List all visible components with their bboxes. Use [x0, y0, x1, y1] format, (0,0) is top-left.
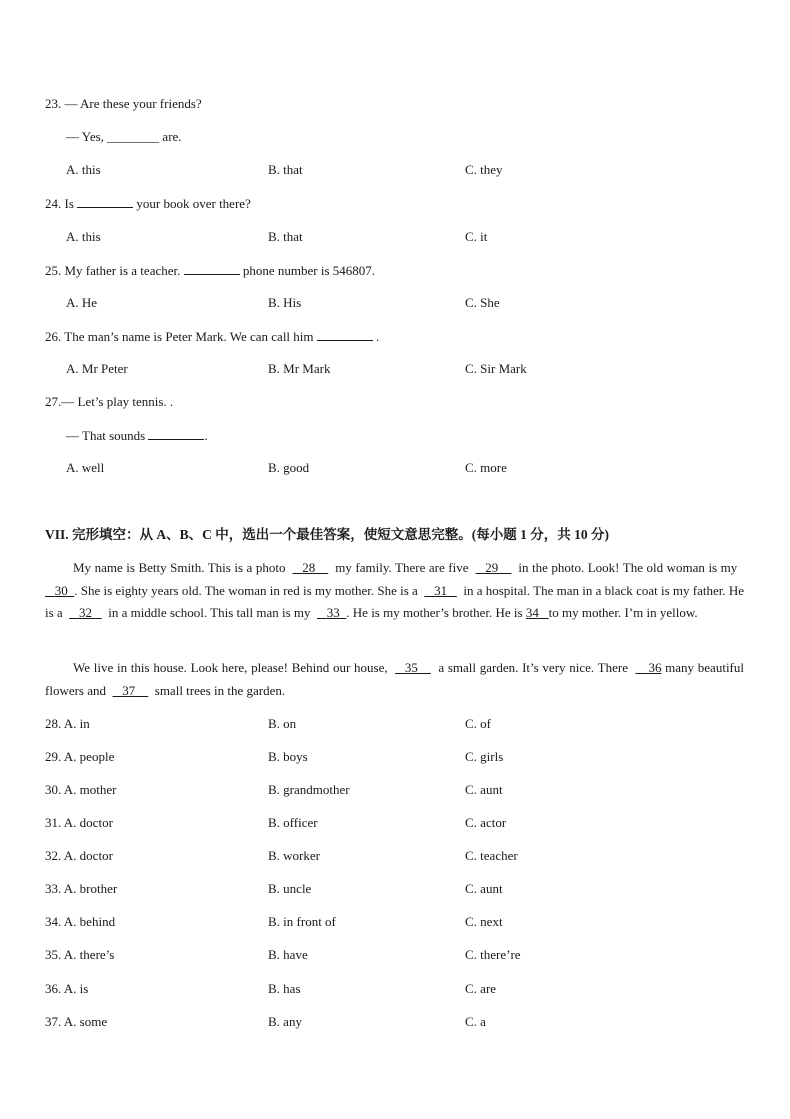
passage-text: My name is Betty Smith. This is a photo [73, 560, 286, 575]
option-b[interactable]: B. in front of [268, 914, 336, 929]
cloze-question-31: 31. A. doctor [45, 815, 113, 830]
option-b[interactable]: B. uncle [268, 881, 312, 896]
cloze-question-35: 35. A. there’s [45, 947, 115, 962]
cloze-blank-29[interactable]: 29 [485, 560, 499, 575]
passage-text: my family. There are five [335, 560, 469, 575]
passage-text: in a middle school. This tall man is my [108, 605, 311, 620]
question-number: 27. [45, 394, 62, 409]
option-c[interactable]: C. aunt [465, 881, 503, 896]
question-23-stem [45, 96, 202, 112]
option-b[interactable]: B. officer [268, 815, 318, 830]
section-heading: VII. 完形填空：从 A、B、C 中，选出一个最佳答案，使短文意思完整。(每小题 1 分，共 10 分) [45, 527, 609, 542]
option-a[interactable]: A. this [66, 229, 101, 244]
passage-text: . She is eighty years old. The woman in red is my mother. She is a [74, 582, 418, 598]
question-text: phone number is 546807. [242, 263, 376, 278]
cloze-blank-34[interactable]: 34 [525, 605, 539, 620]
cloze-blank-28[interactable]: 28 [302, 560, 316, 575]
option-b[interactable]: B. any [268, 1014, 302, 1029]
cloze-blank-32[interactable]: 32 [78, 605, 92, 620]
answer-blank[interactable] [317, 328, 373, 341]
passage-text: a small garden. It’s very nice. There [438, 660, 628, 675]
option-a[interactable]: A. in [63, 716, 90, 731]
passage-text: We live in this house. Look here, please! Behind our house, [73, 660, 388, 675]
option-c[interactable]: C. there’re [465, 947, 521, 962]
option-c[interactable]: C. are [465, 981, 497, 996]
answer-blank[interactable] [77, 195, 133, 208]
cloze-question-36: 36. A. is [45, 981, 89, 996]
passage-text: . He is my mother’s brother. He is [346, 605, 523, 620]
question-26-stem [45, 328, 379, 345]
option-c[interactable]: C. She [465, 295, 500, 310]
question-text: Is [64, 196, 74, 211]
option-a[interactable]: A. people [63, 749, 115, 764]
cloze-blank-37[interactable]: 37 [122, 682, 136, 698]
answer-blank[interactable] [184, 262, 240, 275]
option-c[interactable]: C. aunt [465, 782, 503, 797]
option-a[interactable]: A. doctor [63, 815, 113, 830]
option-a[interactable]: A. brother [63, 881, 118, 896]
option-a[interactable]: A. Mr Peter [66, 361, 128, 376]
option-c[interactable]: C. Sir Mark [465, 361, 527, 376]
cloze-question-33: 33. A. brother [45, 881, 118, 896]
question-number: 24. [45, 196, 62, 211]
option-a[interactable]: A. mother [63, 782, 117, 797]
option-c[interactable]: C. a [465, 1014, 486, 1029]
option-a[interactable]: A. some [63, 1014, 108, 1029]
option-a[interactable]: A. there’s [63, 947, 115, 962]
question-23-response: — Yes, ________ are. [66, 129, 182, 144]
cloze-blank-33[interactable]: 33 [326, 605, 340, 620]
cloze-question-29: 29. A. people [45, 749, 115, 764]
option-b[interactable]: B. Mr Mark [268, 361, 331, 376]
question-text: The man’s name is Peter Mark. We can call him [64, 329, 314, 344]
option-b[interactable]: B. that [268, 229, 303, 244]
option-b[interactable]: B. have [268, 947, 308, 962]
passage-text: many beautiful flowers and [45, 660, 744, 698]
answer-blank[interactable] [148, 427, 204, 440]
option-a[interactable]: A. He [66, 295, 98, 310]
option-c[interactable]: C. they [465, 162, 503, 177]
question-text: . [204, 428, 208, 443]
question-text: — That sounds [66, 428, 146, 443]
option-a[interactable]: A. this [66, 162, 101, 177]
option-b[interactable]: B. that [268, 162, 303, 177]
option-c[interactable]: C. teacher [465, 848, 518, 863]
option-b[interactable]: B. worker [268, 848, 320, 863]
option-b[interactable]: B. His [268, 295, 302, 310]
option-c[interactable]: C. it [465, 229, 488, 244]
passage-text: in a hospital. The man in a black coat is my father. He is a [45, 582, 745, 620]
passage-text: in the photo. Look! The old woman is my [518, 560, 738, 575]
cloze-blank-36[interactable]: 36 [648, 660, 662, 675]
cloze-question-32: 32. A. doctor [45, 848, 113, 863]
question-text: My father is a teacher. [64, 263, 181, 278]
option-c[interactable]: C. girls [465, 749, 504, 764]
cloze-blank-30[interactable]: 30 [54, 582, 68, 598]
question-text: . [376, 329, 380, 344]
cloze-question-37: 37. A. some [45, 1014, 108, 1029]
question-text: your book over there? [136, 196, 251, 211]
question-text: — Are these your friends? [64, 96, 202, 111]
question-number: 25. [45, 263, 62, 278]
option-a[interactable]: A. behind [63, 914, 116, 929]
option-c[interactable]: C. next [465, 914, 503, 929]
cloze-question-34: 34. A. behind [45, 914, 116, 929]
option-a[interactable]: A. doctor [63, 848, 113, 863]
cloze-blank-31[interactable]: 31 [434, 582, 448, 598]
cloze-question-30: 30. A. mother [45, 782, 117, 797]
passage-text: to my mother. I’m in yellow. [548, 605, 698, 620]
cloze-blank-35[interactable]: 35 [404, 660, 418, 675]
cloze-question-28: 28. A. in [45, 716, 90, 731]
question-text: — Let’s play tennis. . [61, 394, 174, 409]
question-27-stem [45, 394, 173, 410]
option-a[interactable]: A. well [66, 460, 105, 475]
passage-text: small trees in the garden. [154, 682, 286, 698]
question-25-stem [45, 262, 375, 279]
option-b[interactable]: B. grandmother [268, 782, 350, 797]
question-number: 26. [45, 329, 62, 344]
option-a[interactable]: A. is [63, 981, 89, 996]
question-number: 23. [45, 96, 62, 111]
option-b[interactable]: B. has [268, 981, 301, 996]
option-c[interactable]: C. actor [465, 815, 507, 830]
question-24-stem [45, 195, 251, 212]
option-c[interactable]: C. more [465, 460, 507, 475]
option-c[interactable]: C. of [465, 716, 491, 731]
question-27-response [66, 427, 208, 444]
cloze-paragraph-2 [45, 657, 744, 702]
option-b[interactable]: B. on [268, 716, 297, 731]
option-b[interactable]: B. good [268, 460, 310, 475]
option-b[interactable]: B. boys [268, 749, 308, 764]
cloze-paragraph-1 [45, 557, 744, 625]
